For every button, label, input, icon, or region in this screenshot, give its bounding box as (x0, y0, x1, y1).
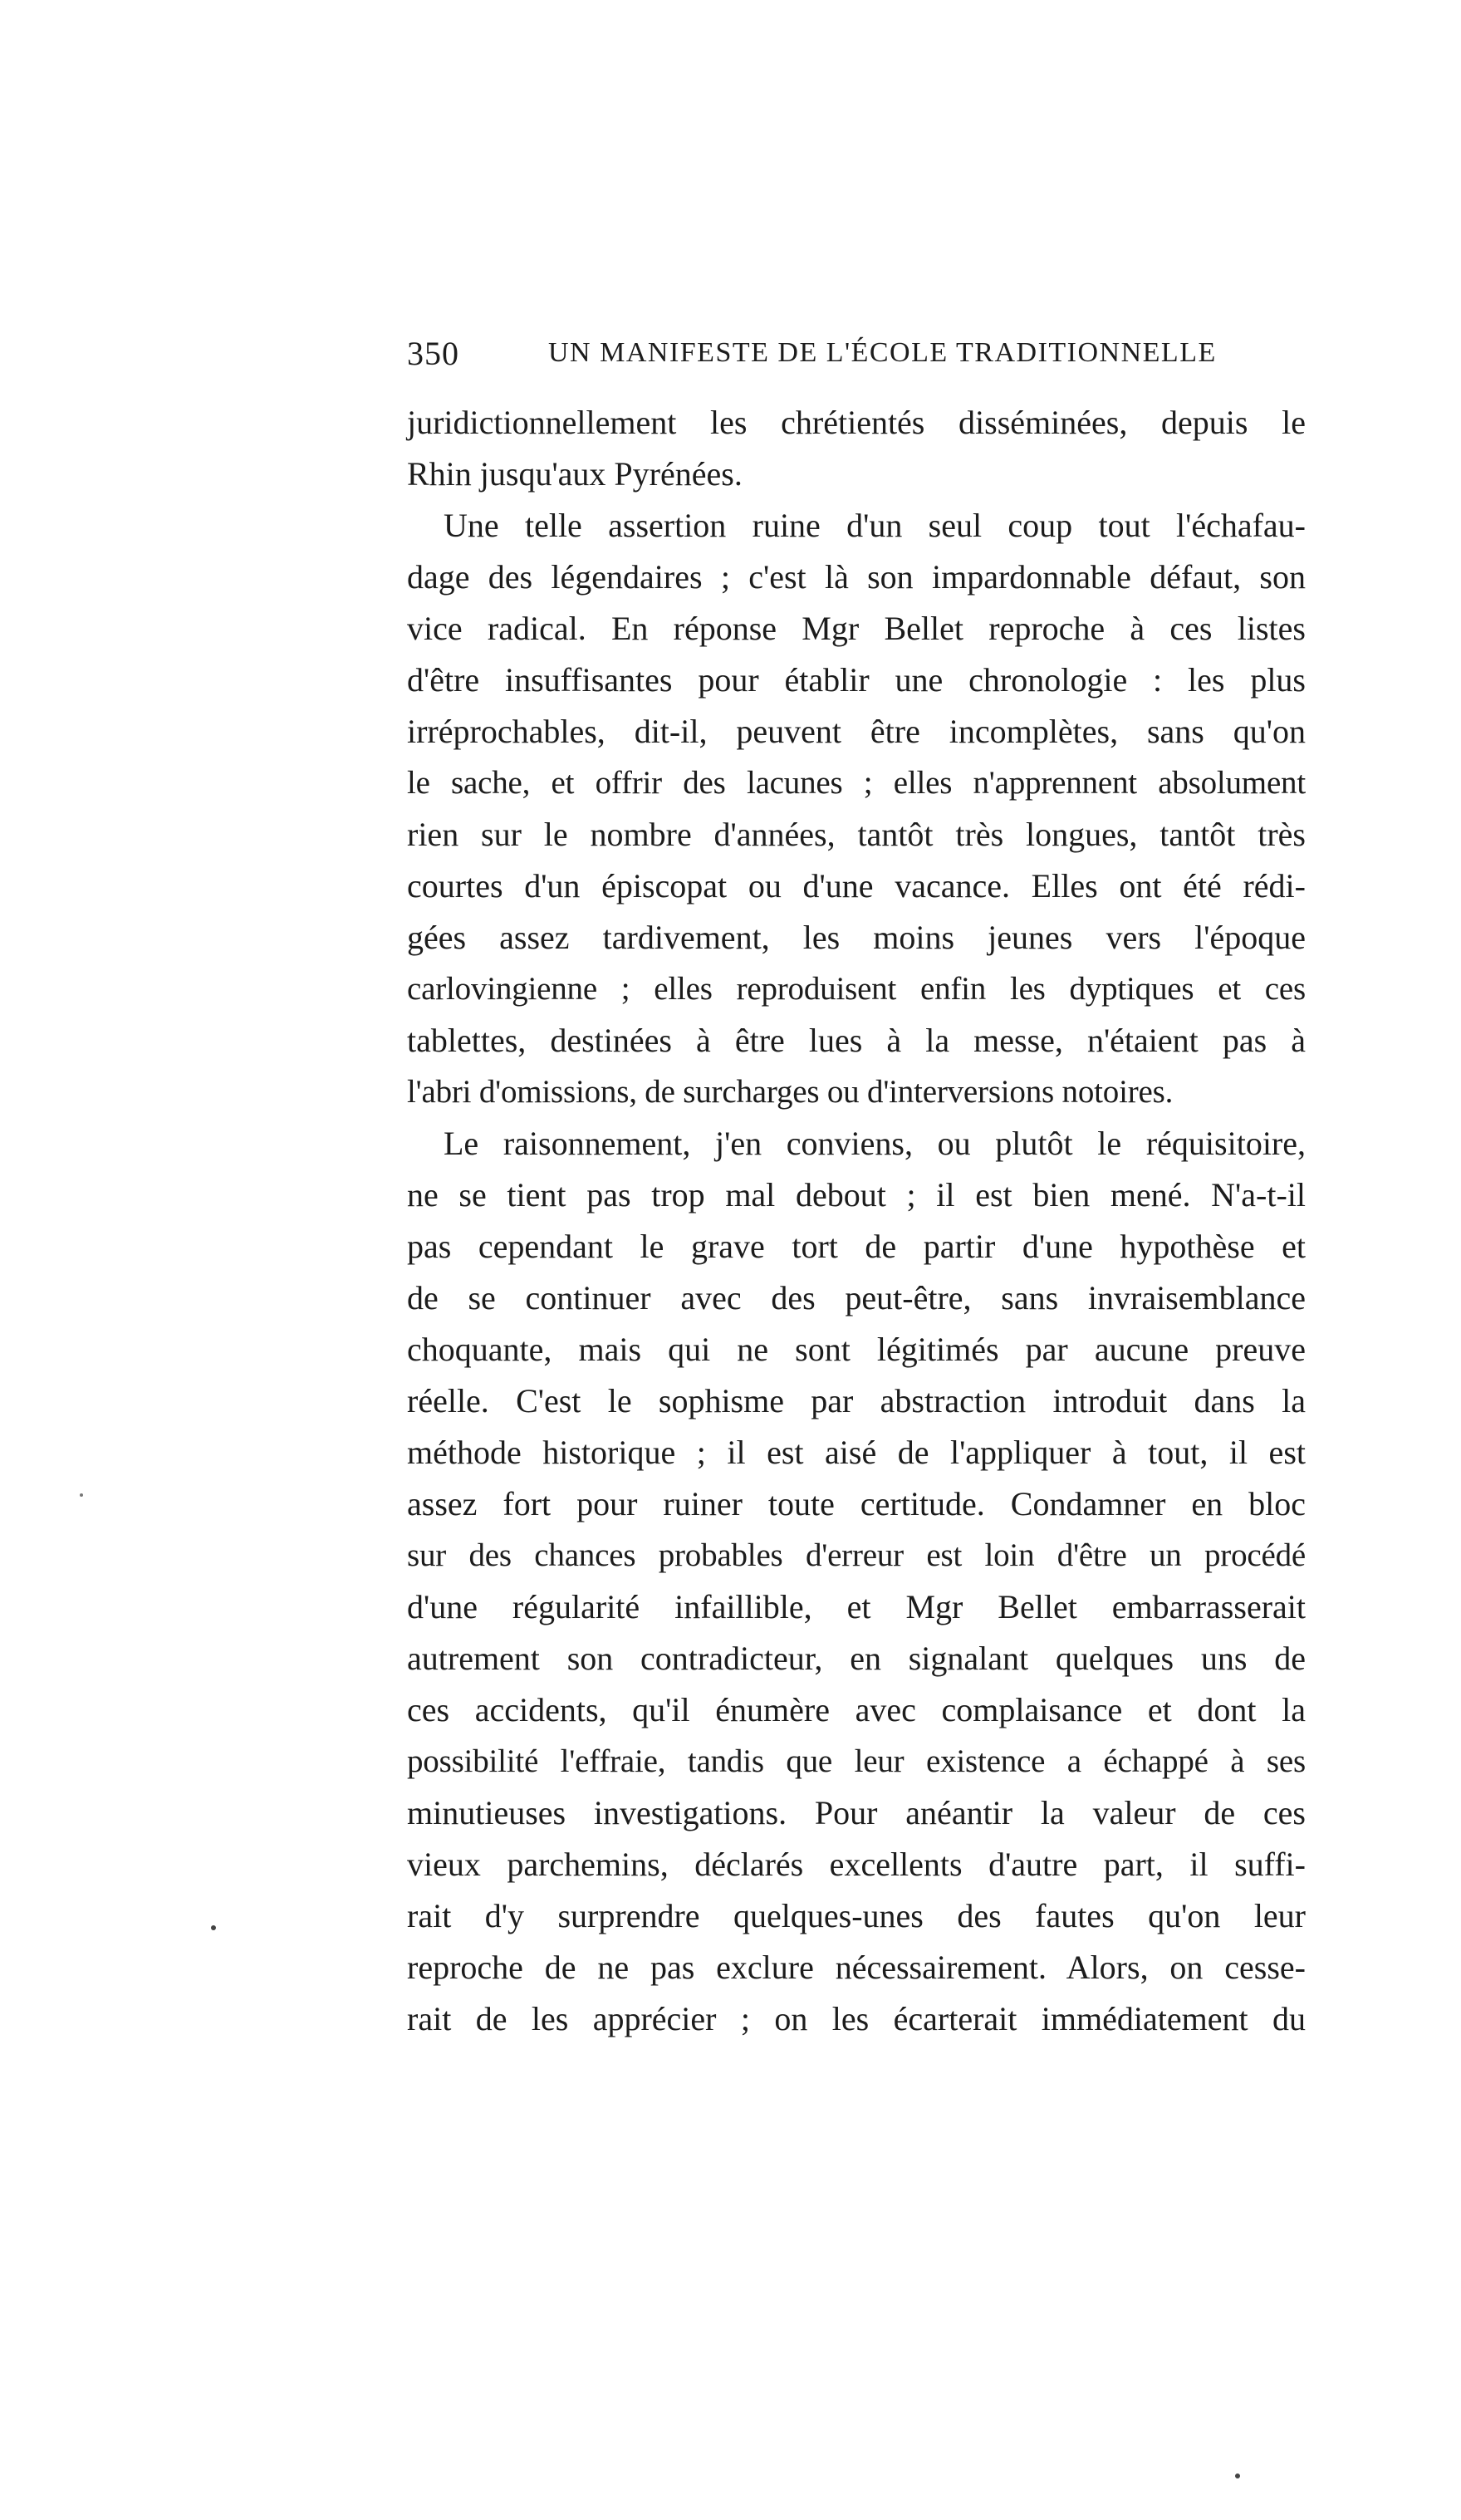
text-line: vieux parchemins, déclarés excellents d'autre part, il suffi- (407, 1846, 1306, 1883)
text-line: autrement son contradicteur, en signalant quelques uns de (407, 1640, 1306, 1677)
text-line: minutieuses investigations. Pour anéantir la valeur de ces (407, 1794, 1306, 1831)
text-line: courtes d'un épiscopat ou d'une vacance. Elles ont été rédi- (407, 867, 1306, 905)
text-line: sur des chances probables d'erreur est loin d'être un procédé (407, 1537, 1306, 1573)
text-line: le sache, et offrir des lacunes ; elles n'apprennent absolument (407, 765, 1306, 801)
text-line: tablettes, destinées à être lues à la messe, n'étaient pas à (407, 1022, 1306, 1059)
paragraph-start-line: Une telle assertion ruine d'un seul coup tout l'échafau- (444, 507, 1306, 544)
text-line: d'être insuffisantes pour établir une chronologie : les plus (407, 661, 1306, 699)
paper-speck (211, 1925, 216, 1930)
text-line: rait de les apprécier ; on les écarterait immédiatement du (407, 2000, 1306, 2037)
paper-speck (1235, 2473, 1240, 2478)
text-line: de se continuer avec des peut-être, sans invraisemblance (407, 1279, 1306, 1316)
text-line: assez fort pour ruiner toute certitude. Condamner en bloc (407, 1485, 1306, 1522)
text-line: pas cependant le grave tort de partir d'une hypothèse et (407, 1228, 1306, 1265)
paper-speck (80, 1493, 83, 1497)
text-line: d'une régularité infaillible, et Mgr Bellet embarrasserait (407, 1588, 1306, 1625)
text-line: vice radical. En réponse Mgr Bellet reproche à ces listes (407, 610, 1306, 647)
text-line: gées assez tardivement, les moins jeunes vers l'époque (407, 919, 1306, 956)
text-line: reproche de ne pas exclure nécessairement. Alors, on cesse- (407, 1949, 1306, 1986)
text-line: juridictionnellement les chrétientés disséminées, depuis le (407, 404, 1306, 441)
text-line: choquante, mais qui ne sont légitimés par aucune preuve (407, 1331, 1306, 1368)
text-line: carlovingienne ; elles reproduisent enfin les dyptiques et ces (407, 971, 1306, 1007)
text-line: dage des légendaires ; c'est là son impardonnable défaut, son (407, 558, 1306, 596)
paragraph-start-line: Le raisonnement, j'en conviens, ou plutôt le réquisitoire, (444, 1125, 1306, 1162)
text-line: réelle. C'est le sophisme par abstraction introduit dans la (407, 1382, 1306, 1419)
text-line: ces accidents, qu'il énumère avec complaisance et dont la (407, 1691, 1306, 1728)
text-line: rait d'y surprendre quelques-unes des fautes qu'on leur (407, 1897, 1306, 1934)
text-line: possibilité l'effraie, tandis que leur existence a échappé à ses (407, 1743, 1306, 1779)
running-head (407, 334, 1312, 384)
running-title: UN MANIFESTE DE L'ÉCOLE TRADITIONNELLE (548, 337, 1217, 368)
text-line: ne se tient pas trop mal debout ; il est bien mené. N'a-t-il (407, 1176, 1306, 1213)
body-text (407, 397, 1306, 2045)
text-line: irréprochables, dit-il, peuvent être incomplètes, sans qu'on (407, 713, 1306, 750)
text-line: méthode historique ; il est aisé de l'appliquer à tout, il est (407, 1434, 1306, 1471)
text-line: rien sur le nombre d'années, tantôt très longues, tantôt très (407, 816, 1306, 853)
text-line: Rhin jusqu'aux Pyrénées. (407, 455, 743, 493)
text-line: l'abri d'omissions, de surcharges ou d'interversions notoires. (407, 1074, 1174, 1110)
page-number: 350 (407, 335, 459, 372)
